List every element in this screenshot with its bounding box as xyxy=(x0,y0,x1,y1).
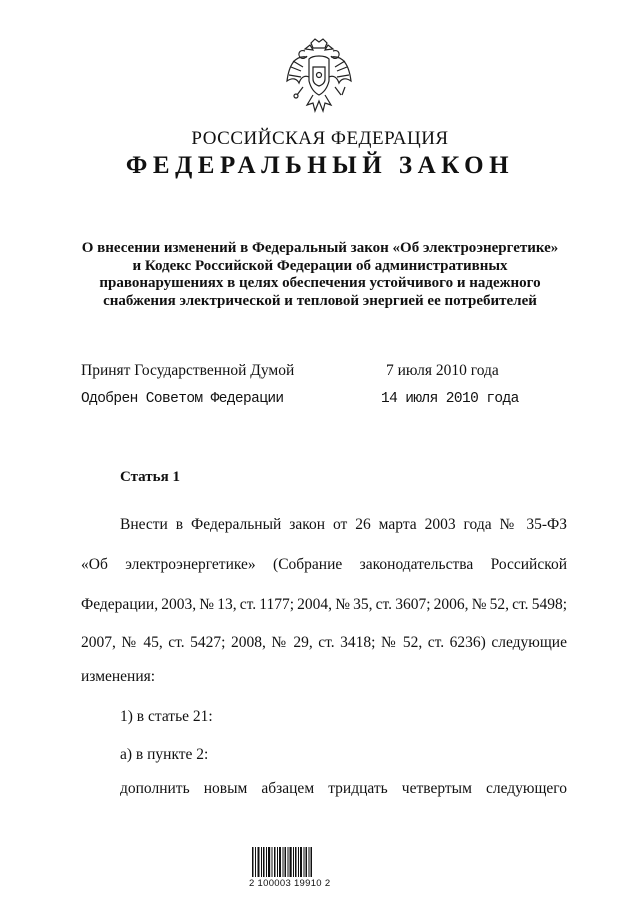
law-subject xyxy=(60,240,580,310)
article-line-text: «Об электроэнергетике» (Собрание законодательства Российской xyxy=(81,556,567,573)
adopted-label: Принят Государственной Думой xyxy=(81,362,295,379)
coat-of-arms-icon xyxy=(283,37,355,115)
article-line: а) в пункте 2: xyxy=(120,746,209,763)
adopted-date: 7 июля 2010 года xyxy=(386,362,499,379)
article-line-text: Федерации, 2003, № 13, ст. 1177; 2004, № 35, ст. 3607; 2006, № 52, ст. 5498; xyxy=(81,596,567,613)
article-line-text: 2007, № 45, ст. 5427; 2008, № 29, ст. 3418; № 52, ст. 6236) следующие xyxy=(81,634,567,651)
document-type-title: ФЕДЕРАЛЬНЫЙ ЗАКОН xyxy=(125,152,515,179)
article-line: изменения: xyxy=(81,668,156,685)
approved-label: Одобрен Советом Федерации xyxy=(81,391,284,407)
subject-line: правонарушениях в целях обеспечения устойчивого и надежного xyxy=(99,275,541,291)
article-line xyxy=(120,516,567,534)
barcode-number: 2 100003 19910 2 xyxy=(249,878,331,889)
article-line xyxy=(81,556,567,574)
approved-date: 14 июля 2010 года xyxy=(381,391,519,407)
article-line: 1) в статье 21: xyxy=(120,708,213,725)
subject-line: О внесении изменений в Федеральный закон «Об электроэнергетике» xyxy=(81,240,559,256)
article-line-text: дополнить новым абзацем тридцать четвертым следующего xyxy=(120,780,567,797)
article-title: Статья 1 xyxy=(120,469,180,485)
article-line xyxy=(81,634,567,652)
barcode-icon xyxy=(252,847,312,877)
article-line xyxy=(120,780,567,798)
article-line-text: Внести в Федеральный закон от 26 марта 2003 года № 35-ФЗ xyxy=(120,516,567,533)
subject-line: и Кодекс Российской Федерации об административных xyxy=(132,257,508,274)
article-line xyxy=(81,596,567,614)
country-title: РОССИЙСКАЯ ФЕДЕРАЦИЯ xyxy=(191,128,449,149)
subject-line: снабжения электрической и тепловой энергией ее потребителей xyxy=(103,292,537,309)
